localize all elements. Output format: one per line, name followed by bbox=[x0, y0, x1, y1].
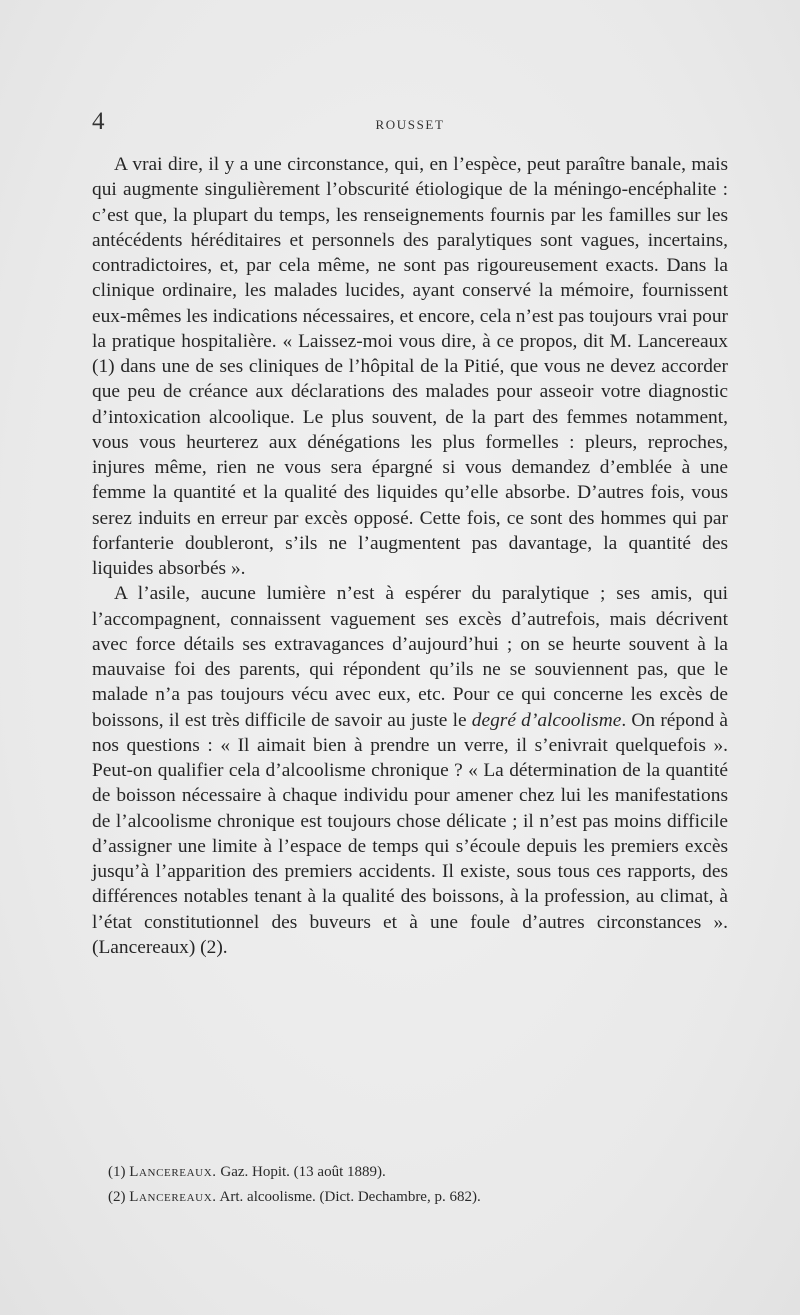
footnote-text: Art. alcoolisme. (Dict. Dechambre, p. 682). bbox=[219, 1189, 481, 1205]
footnote-text: Gaz. Hopit. (13 août 1889). bbox=[220, 1164, 386, 1180]
footnote-2 bbox=[108, 1185, 728, 1210]
footnote-marker: (2) bbox=[108, 1189, 126, 1205]
paragraph-2-text-a: A l’asile, aucune lumière n’est à espérer du paralytique ; ses amis, qui l’accompagnent, connaissent vaguement ses excès d’autrefois, mais décrivent avec force détails ses extravagances d’aujourd’hui ; on se heurte souvent à la mauvaise foi des parents, qui répondent qu’ils ne se souviennent pas, que le malade n’a pas toujours vécu avec eux, etc. Pour ce qui concerne les excès de boissons, il est très difficile de savoir au juste le bbox=[92, 583, 728, 731]
paragraph-1: A vrai dire, il y a une circonstance, qui, en l’espèce, peut paraître banale, mais qui augmente singulièrement l’obscurité étiologique de la méningo-encéphalite : c’est que, la plupart du temps, les renseignements fournis par les familles sur les antécédents héréditaires et personnels des paralytiques sont vagues, incertains, contradictoires, et, par cela même, ne sont pas rigoureusement exacts. Dans la clinique ordinaire, les malades lucides, ayant conservé la mémoire, fournissent eux-mêmes les indications nécessaires, et encore, cela n’est pas toujours vrai pour la pratique hospitalière. « Laissez-moi vous dire, à ce propos, dit M. Lancereaux (1) dans une de ses cliniques de l’hôpital de la Pitié, que vous ne devez accorder que peu de créance aux déclarations des malades pour asseoir votre diagnostic d’intoxication alcoolique. Le plus souvent, de la part des femmes notamment, vous vous heurterez aux dénégations les plus formelles : pleurs, reproches, injures même, rien ne vous sera épargné si vous demandez d’emblée à une femme la quantité et la qualité des liquides qu’elle absorbe. D’autres fois, vous serez induits en erreur par excès opposé. Cette fois, ce sont des hommes qui par forfanterie doubleront, s’ils ne l’augmentent pas davantage, la quantité des liquides absorbés ». bbox=[92, 154, 728, 579]
footnote-marker: (1) bbox=[108, 1164, 126, 1180]
paragraph-2-text-b: . On répond à nos questions : « Il aimait bien à prendre un verre, il s’enivrait quelquefois ». Peut-on qualifier cela d’alcoolisme chronique ? « La détermination de la quantité de boisson nécessaire à chaque individu pour amener chez lui les manifestations de l’alcoolisme chronique est toujours chose délicate ; il n’est pas moins difficile d’assigner une limite à l’espace de temps qui s’écoule depuis les premiers excès jusqu’à l’apparition des premiers accidents. Il existe, sous tous ces rapports, des différences notables tenant à la qualité des boissons, à la profession, au climat, à l’état constitutionnel des buveurs et à une foule d’autres circonstances ». (Lancereaux) (2). bbox=[92, 709, 728, 958]
footnotes bbox=[108, 1160, 728, 1210]
footnote-1 bbox=[108, 1160, 728, 1185]
footnote-author: Lancereaux. bbox=[129, 1189, 217, 1205]
page-number: 4 bbox=[92, 108, 105, 135]
paragraph-2-italic: degré d’alcoolisme bbox=[471, 709, 622, 731]
page-header bbox=[92, 108, 728, 138]
paragraph-2 bbox=[92, 581, 728, 960]
running-head: ROUSSET bbox=[375, 117, 445, 132]
body-text bbox=[92, 152, 728, 960]
footnote-author: Lancereaux. bbox=[129, 1164, 217, 1180]
